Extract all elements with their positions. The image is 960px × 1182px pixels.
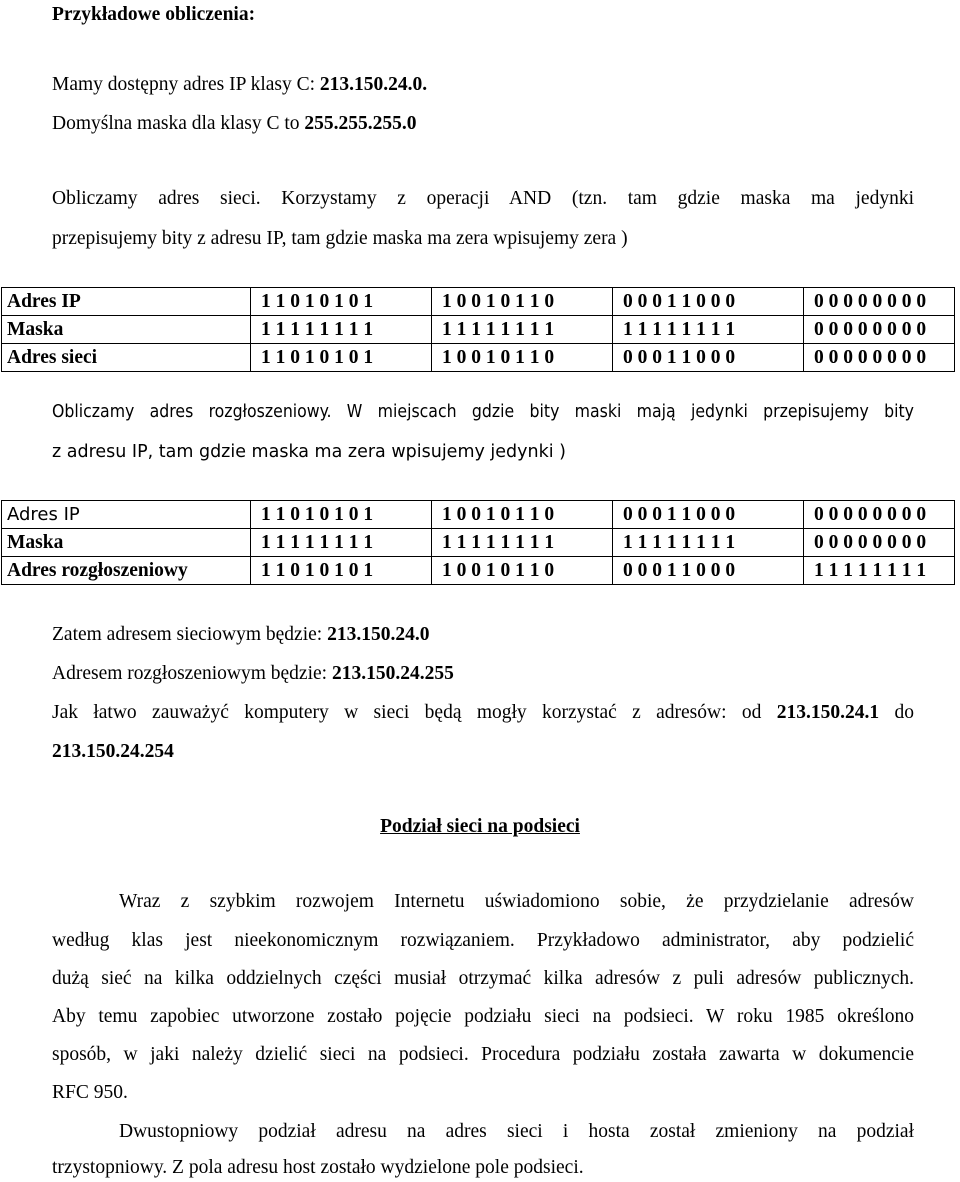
table-row (2, 501, 955, 529)
octet-cell: 0 0 0 0 0 0 0 0 (804, 316, 955, 344)
octet-cell: 1 0 0 1 0 1 1 0 (432, 557, 613, 585)
network-address-table (1, 287, 955, 372)
octet-cell: 1 1 0 1 0 1 0 1 (251, 501, 432, 529)
octet-cell: 1 1 0 1 0 1 0 1 (251, 344, 432, 372)
octet-cell: 1 1 1 1 1 1 1 1 (804, 557, 955, 585)
range-line-1 (52, 701, 914, 725)
broadcast-result-line (52, 662, 454, 686)
octet-cell: 0 0 0 0 0 0 0 0 (804, 344, 955, 372)
octet-cell: 1 1 1 1 1 1 1 1 (432, 529, 613, 557)
network-result-text: Zatem adresem sieciowym będzie: (52, 624, 328, 645)
octet-cell: 1 0 0 1 0 1 1 0 (432, 288, 613, 316)
octet-cell: 0 0 0 1 1 0 0 0 (613, 557, 804, 585)
subnet-para-1-line-2: według klas jest nieekonomicznym rozwiązaniem. Przykładowo administrator, aby podzielić (52, 930, 914, 951)
table-row (2, 316, 955, 344)
subnet-heading: Podział sieci na podsieci (380, 816, 580, 837)
octet-cell: 0 0 0 1 1 0 0 0 (613, 501, 804, 529)
octet-cell: 0 0 0 0 0 0 0 0 (804, 288, 955, 316)
section-title: Przykładowe obliczenia: (52, 4, 256, 25)
broadcast-address-table (1, 500, 955, 585)
octet-cell: 1 1 0 1 0 1 0 1 (251, 288, 432, 316)
octet-cell: 1 1 1 1 1 1 1 1 (432, 316, 613, 344)
range-text: Jak łatwo zauważyć komputery w sieci będą mogły korzystać z adresów: od (52, 702, 762, 723)
range-do-word: do (894, 702, 915, 723)
range-to-value: 213.150.24.254 (52, 741, 174, 762)
octet-cell: 1 1 1 1 1 1 1 1 (613, 316, 804, 344)
row-label: Adres IP (2, 501, 251, 529)
broadcast-para-line-1: Obliczamy adres rozgłoszeniowy. W miejscach gdzie bity maski mają jedynki przepisujemy bity (52, 402, 914, 422)
intro-text-2: Domyślna maska dla klasy C to (52, 113, 305, 134)
broadcast-para-line-2: z adresu IP, tam gdzie maska ma zera wpisujemy jedynki ) (52, 442, 566, 462)
default-mask: 255.255.255.0 (304, 113, 417, 134)
row-label: Maska (2, 529, 251, 557)
row-label: Adres rozgłoszeniowy (2, 557, 251, 585)
octet-cell: 1 1 1 1 1 1 1 1 (251, 316, 432, 344)
octet-cell: 1 0 0 1 0 1 1 0 (432, 501, 613, 529)
octet-cell: 1 1 1 1 1 1 1 1 (251, 529, 432, 557)
octet-cell: 1 0 0 1 0 1 1 0 (432, 344, 613, 372)
subnet-para-2-line-1: Dwustopniowy podział adresu na adres sieci i hosta został zmieniony na podział (119, 1121, 914, 1142)
table-row (2, 529, 955, 557)
octet-cell: 0 0 0 0 0 0 0 0 (804, 501, 955, 529)
table-row (2, 344, 955, 372)
subnet-para-1-line-1: Wraz z szybkim rozwojem Internetu uświadomiono sobie, że przydzielanie adresów (119, 891, 914, 912)
table-row (2, 288, 955, 316)
octet-cell: 0 0 0 1 1 0 0 0 (613, 344, 804, 372)
octet-cell: 1 1 1 1 1 1 1 1 (613, 529, 804, 557)
octet-cell: 1 1 0 1 0 1 0 1 (251, 557, 432, 585)
network-para-line-2: przepisujemy bity z adresu IP, tam gdzie maska ma zera wpisujemy zera ) (52, 228, 628, 249)
network-para-line-1: Obliczamy adres sieci. Korzystamy z operacji AND (tzn. tam gdzie maska ma jedynki (52, 188, 914, 209)
row-label: Maska (2, 316, 251, 344)
table-row (2, 557, 955, 585)
row-label: Adres IP (2, 288, 251, 316)
intro-line-2 (52, 112, 417, 136)
network-result-line (52, 623, 429, 647)
subnet-para-1-line-3: dużą sieć na kilka oddzielnych części musiał otrzymać kilka adresów z puli adresów publicznych. (52, 968, 914, 989)
subnet-para-1-line-5: sposób, w jaki należy dzielić sieci na podsieci. Procedura podziału została zawarta w dokumencie (52, 1044, 914, 1065)
network-result-value: 213.150.24.0 (327, 624, 430, 645)
subnet-para-1-line-4: Aby temu zapobiec utworzone zostało pojęcie podziału sieci na podsieci. W roku 1985 określono (52, 1006, 914, 1027)
row-label: Adres sieci (2, 344, 251, 372)
subnet-para-2-line-2: trzystopniowy. Z pola adresu host zostało wydzielone pole podsieci. (52, 1157, 584, 1178)
broadcast-result-text: Adresem rozgłoszeniowym będzie: (52, 663, 332, 684)
subnet-para-1-line-6: RFC 950. (52, 1082, 128, 1103)
broadcast-result-value: 213.150.24.255 (331, 663, 454, 684)
octet-cell: 0 0 0 1 1 0 0 0 (613, 288, 804, 316)
octet-cell: 0 0 0 0 0 0 0 0 (804, 529, 955, 557)
intro-line-1 (52, 73, 427, 97)
range-from-value: 213.150.24.1 (776, 702, 880, 723)
class-c-ip: 213.150.24.0. (319, 74, 428, 95)
intro-text-1: Mamy dostępny adres IP klasy C: (52, 74, 320, 95)
